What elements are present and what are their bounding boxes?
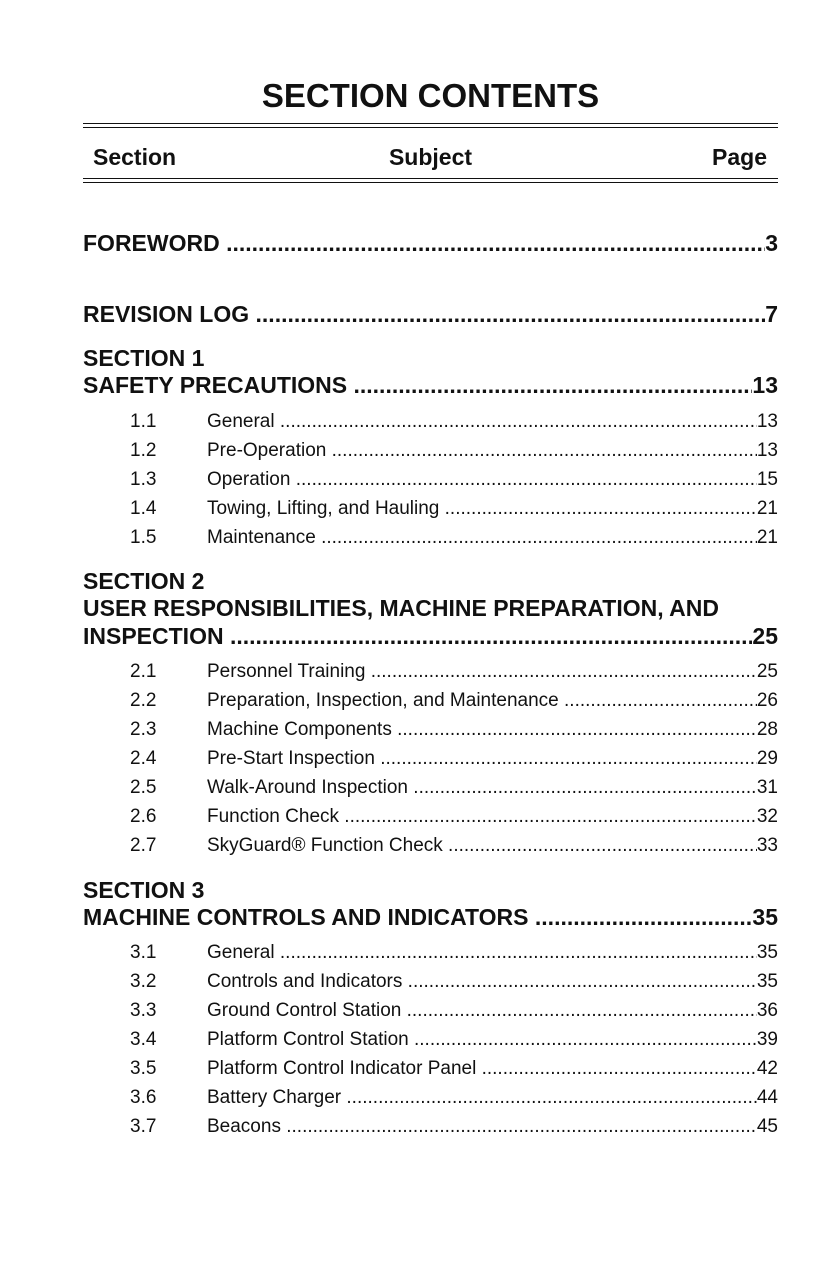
toc-subentry[interactable] bbox=[130, 1056, 778, 1082]
subentry-number: 3.7 bbox=[130, 1116, 157, 1137]
subentry-number: 3.6 bbox=[130, 1087, 157, 1108]
subentry-page: 31 bbox=[756, 777, 778, 798]
header-rule-bottom-2 bbox=[83, 182, 778, 183]
toc-subentry[interactable] bbox=[130, 804, 778, 830]
toc-subentry[interactable] bbox=[130, 969, 778, 995]
toc-entry-page: 25 bbox=[752, 623, 778, 649]
subentry-label: Towing, Lifting, and Hauling bbox=[207, 498, 440, 519]
subentry-label: Operation bbox=[207, 469, 291, 490]
dot-leader bbox=[249, 299, 765, 329]
dot-leader bbox=[476, 1056, 757, 1082]
dot-leader bbox=[224, 621, 753, 651]
subentry-label: Preparation, Inspection, and Maintenance bbox=[207, 690, 559, 711]
subentry-number: 2.1 bbox=[130, 661, 157, 682]
dot-leader bbox=[443, 833, 757, 859]
subentry-number: 3.5 bbox=[130, 1058, 157, 1079]
dot-leader bbox=[559, 688, 757, 714]
toc-subentry[interactable] bbox=[130, 998, 778, 1024]
dot-leader bbox=[275, 940, 757, 966]
subentry-label: General bbox=[207, 411, 275, 432]
toc-entry-label: MACHINE CONTROLS AND INDICATORS bbox=[83, 904, 529, 930]
subentry-number: 2.3 bbox=[130, 719, 157, 740]
header-rule-top bbox=[83, 123, 778, 124]
subentry-label: Ground Control Station bbox=[207, 1000, 402, 1021]
subentry-label: Beacons bbox=[207, 1116, 281, 1137]
subentry-page: 36 bbox=[756, 1000, 778, 1021]
subentry-page: 44 bbox=[756, 1087, 778, 1108]
column-header-subject: Subject bbox=[388, 144, 473, 170]
section-2-heading: SECTION 2 bbox=[83, 568, 205, 594]
toc-subentry[interactable] bbox=[130, 409, 778, 435]
subentry-number: 1.5 bbox=[130, 527, 157, 548]
dot-leader bbox=[281, 1114, 757, 1140]
toc-subentry[interactable] bbox=[130, 688, 778, 714]
dot-leader bbox=[347, 370, 752, 400]
toc-entry-label: SAFETY PRECAUTIONS bbox=[83, 372, 348, 398]
dot-leader bbox=[341, 1085, 757, 1111]
dot-leader bbox=[220, 228, 765, 258]
toc-entry-section-3[interactable] bbox=[83, 902, 778, 932]
dot-leader bbox=[529, 902, 753, 932]
subentry-number: 1.3 bbox=[130, 469, 157, 490]
subentry-page: 25 bbox=[756, 661, 778, 682]
section-1-heading: SECTION 1 bbox=[83, 345, 205, 371]
toc-subentry[interactable] bbox=[130, 775, 778, 801]
subentry-page: 39 bbox=[756, 1029, 778, 1050]
subentry-label: Pre-Start Inspection bbox=[207, 748, 375, 769]
toc-entry-page: 13 bbox=[752, 372, 778, 398]
subentry-page: 29 bbox=[756, 748, 778, 769]
dot-leader bbox=[392, 717, 757, 743]
dot-leader bbox=[339, 804, 757, 830]
subentry-label: Platform Control Station bbox=[207, 1029, 409, 1050]
dot-leader bbox=[409, 1027, 757, 1053]
toc-subentry[interactable] bbox=[130, 940, 778, 966]
subentry-page: 28 bbox=[756, 719, 778, 740]
subentry-page: 42 bbox=[756, 1058, 778, 1079]
subentry-number: 3.4 bbox=[130, 1029, 157, 1050]
subentry-label: Platform Control Indicator Panel bbox=[207, 1058, 477, 1079]
toc-entry-section-2[interactable] bbox=[83, 621, 778, 651]
subentry-page: 21 bbox=[756, 498, 778, 519]
subentry-number: 2.7 bbox=[130, 835, 157, 856]
dot-leader bbox=[326, 438, 757, 464]
subentry-number: 2.2 bbox=[130, 690, 157, 711]
subentry-page: 15 bbox=[756, 469, 778, 490]
subentry-label: Personnel Training bbox=[207, 661, 366, 682]
toc-entry-page: 3 bbox=[765, 230, 778, 256]
toc-subentry[interactable] bbox=[130, 1027, 778, 1053]
subentry-page: 33 bbox=[756, 835, 778, 856]
toc-entry-label: REVISION LOG bbox=[83, 301, 250, 327]
toc-entry-foreword[interactable] bbox=[83, 228, 778, 258]
subentry-label: Walk-Around Inspection bbox=[207, 777, 409, 798]
subentry-label: SkyGuard® Function Check bbox=[207, 835, 443, 856]
dot-leader bbox=[375, 746, 757, 772]
toc-subentry[interactable] bbox=[130, 1114, 778, 1140]
subentry-number: 2.6 bbox=[130, 806, 157, 827]
dot-leader bbox=[401, 998, 757, 1024]
toc-entry-label: INSPECTION bbox=[83, 623, 224, 649]
subentry-label: Machine Components bbox=[207, 719, 392, 740]
dot-leader bbox=[439, 496, 756, 522]
section-3-heading: SECTION 3 bbox=[83, 877, 205, 903]
subentry-page: 32 bbox=[756, 806, 778, 827]
subentry-label: General bbox=[207, 942, 275, 963]
subentry-label: Function Check bbox=[207, 806, 340, 827]
subentry-number: 1.1 bbox=[130, 411, 157, 432]
subentry-label: Pre-Operation bbox=[207, 440, 327, 461]
subentry-number: 3.3 bbox=[130, 1000, 157, 1021]
toc-entry-section-1[interactable] bbox=[83, 370, 778, 400]
header-rule-bottom bbox=[83, 178, 778, 179]
toc-subentry[interactable] bbox=[130, 1085, 778, 1111]
subentry-label: Controls and Indicators bbox=[207, 971, 403, 992]
toc-subentry[interactable] bbox=[130, 467, 778, 493]
toc-entry-label: FOREWORD bbox=[83, 230, 220, 256]
toc-subentry[interactable] bbox=[130, 525, 778, 551]
dot-leader bbox=[290, 467, 756, 493]
subentry-page: 13 bbox=[756, 411, 778, 432]
subentry-number: 1.2 bbox=[130, 440, 157, 461]
column-header-section: Section bbox=[93, 144, 177, 170]
toc-subentry[interactable] bbox=[130, 717, 778, 743]
page-title: SECTION CONTENTS bbox=[261, 77, 600, 114]
subentry-page: 13 bbox=[756, 440, 778, 461]
dot-leader bbox=[408, 775, 757, 801]
subentry-number: 1.4 bbox=[130, 498, 157, 519]
subentry-number: 2.5 bbox=[130, 777, 157, 798]
dot-leader bbox=[365, 659, 756, 685]
subentry-page: 45 bbox=[756, 1116, 778, 1137]
subentry-label: Maintenance bbox=[207, 527, 316, 548]
subentry-page: 35 bbox=[756, 942, 778, 963]
toc-subentry[interactable] bbox=[130, 659, 778, 685]
toc-page bbox=[83, 0, 778, 1275]
toc-entry-revision-log[interactable] bbox=[83, 299, 778, 329]
dot-leader bbox=[402, 969, 756, 995]
toc-subentry[interactable] bbox=[130, 438, 778, 464]
header-rule-top-2 bbox=[83, 127, 778, 128]
dot-leader bbox=[316, 525, 757, 551]
toc-subentry[interactable] bbox=[130, 833, 778, 859]
toc-subentry[interactable] bbox=[130, 496, 778, 522]
toc-subentry[interactable] bbox=[130, 746, 778, 772]
section-2-title-line-1: USER RESPONSIBILITIES, MACHINE PREPARATION, AND bbox=[83, 595, 719, 621]
subentry-number: 3.1 bbox=[130, 942, 157, 963]
column-header-page: Page bbox=[712, 144, 767, 170]
subentry-page: 26 bbox=[756, 690, 778, 711]
toc-entry-page: 7 bbox=[765, 301, 778, 327]
subentry-number: 2.4 bbox=[130, 748, 157, 769]
subentry-page: 35 bbox=[756, 971, 778, 992]
dot-leader bbox=[275, 409, 757, 435]
subentry-number: 3.2 bbox=[130, 971, 157, 992]
subentry-label: Battery Charger bbox=[207, 1087, 342, 1108]
subentry-page: 21 bbox=[756, 527, 778, 548]
toc-entry-page: 35 bbox=[752, 904, 778, 930]
